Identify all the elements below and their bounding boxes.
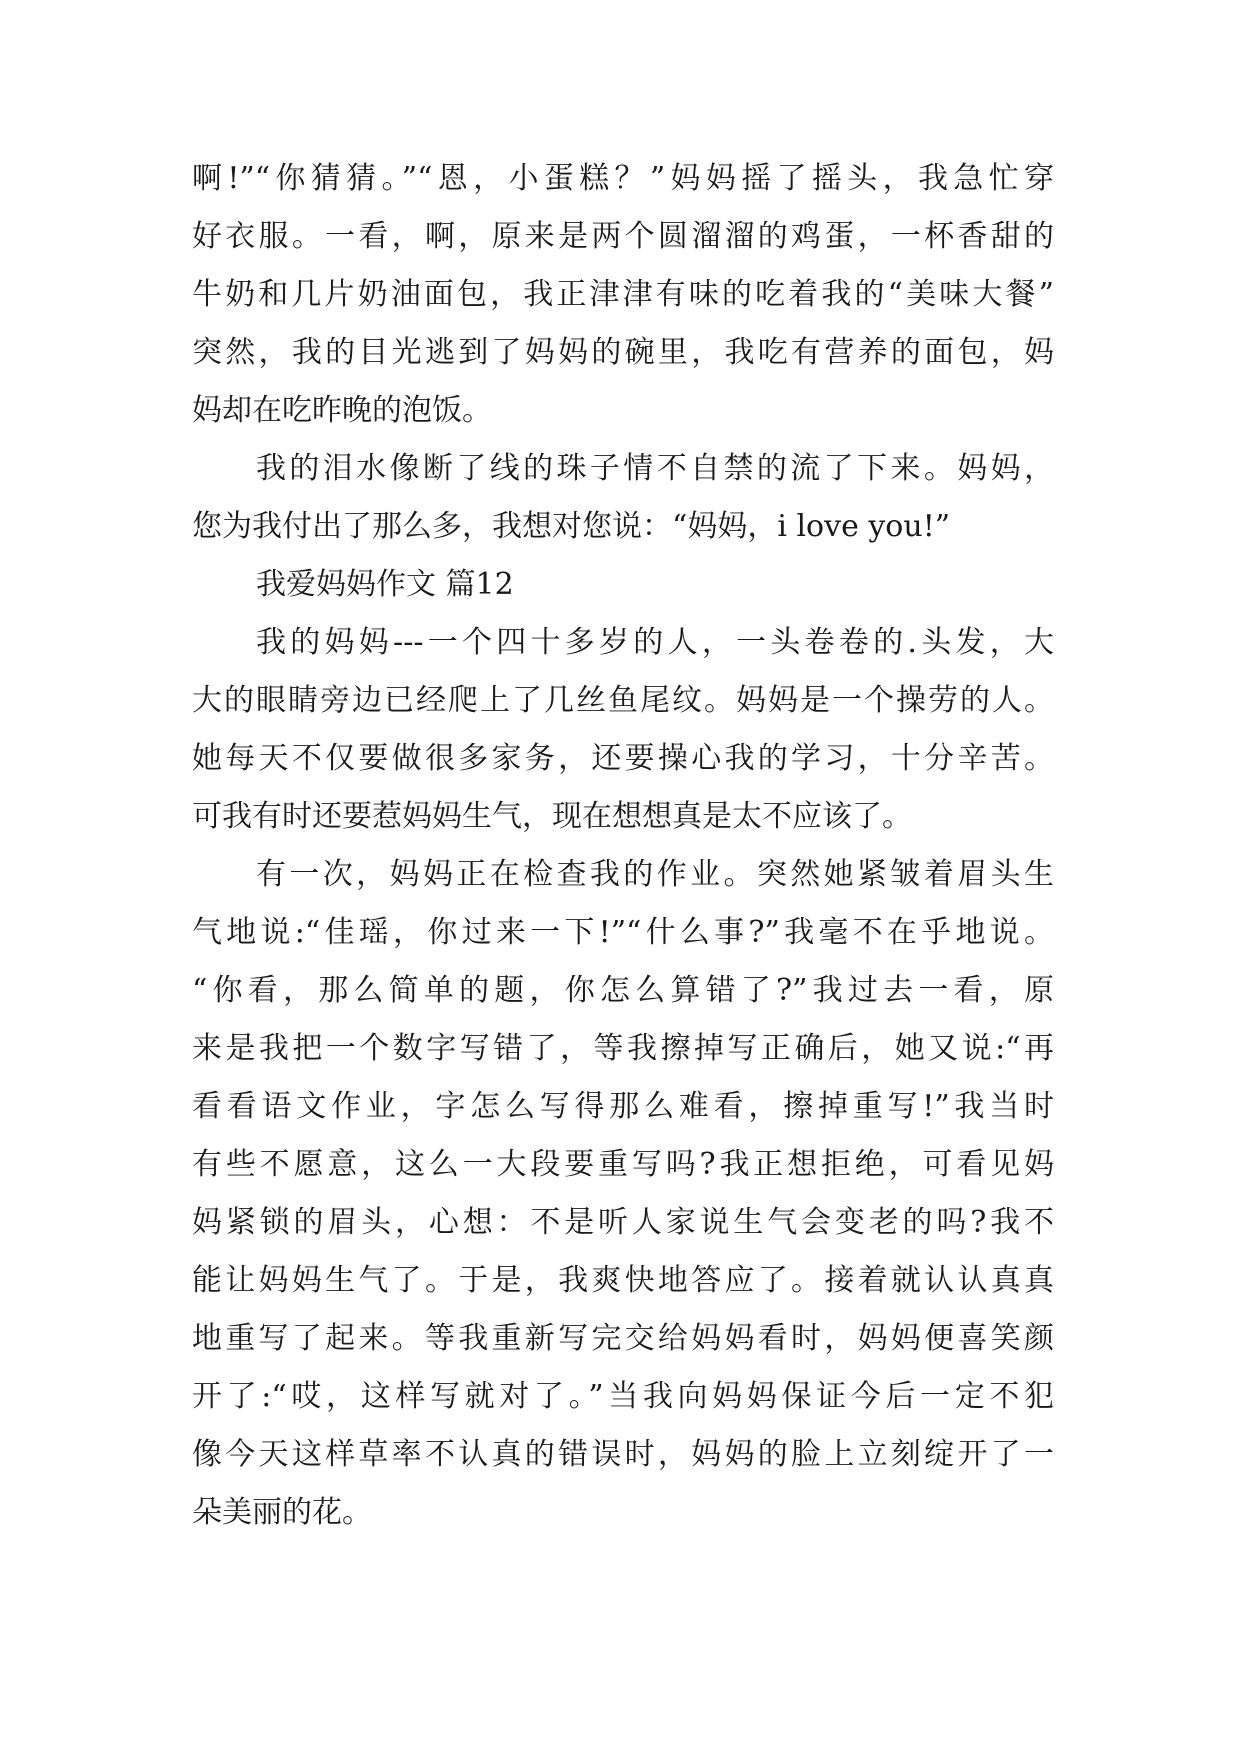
text-line: 牛奶和几片奶油面包，我正津津有味的吃着我的“美味大餐”	[192, 277, 1054, 312]
text-line: 啊!”“你猜猜。”“恩，小蛋糕？”妈妈摇了摇头，我急忙穿	[192, 161, 1054, 196]
text-line: 来是我把一个数字写错了，等我擦掉写正确后，她又说:“再	[192, 1031, 1054, 1066]
text-line: 有些不愿意，这么一大段要重写吗?我正想拒绝，可看见妈	[192, 1147, 1054, 1182]
text-line: 看看语文作业，字怎么写得那么难看，擦掉重写!”我当时	[192, 1089, 1054, 1124]
text-line: 可我有时还要惹妈妈生气，现在想想真是太不应该了。	[192, 799, 912, 834]
text-line: 能让妈妈生气了。于是，我爽快地答应了。接着就认认真真	[192, 1263, 1054, 1298]
text-line: 地重写了起来。等我重新写完交给妈妈看时，妈妈便喜笑颜	[192, 1321, 1054, 1356]
text-line: 像今天这样草率不认真的错误时，妈妈的脸上立刻绽开了一	[192, 1437, 1054, 1472]
text-line: 妈却在吃昨晚的泡饭。	[192, 393, 492, 428]
text-line: 我的泪水像断了线的珠子情不自禁的流了下来。妈妈，	[256, 451, 1054, 486]
text-line: “你看，那么简单的题，你怎么算错了?”我过去一看，原	[192, 973, 1054, 1008]
text-line: 好衣服。一看，啊，原来是两个圆溜溜的鸡蛋，一杯香甜的	[192, 219, 1054, 254]
text-line: 妈紧锁的眉头，心想：不是听人家说生气会变老的吗?我不	[192, 1205, 1054, 1240]
text-line: 突然，我的目光逃到了妈妈的碗里，我吃有营养的面包，妈	[192, 335, 1054, 370]
text-line: 我的妈妈---一个四十多岁的人，一头卷卷的.头发，大	[256, 625, 1054, 660]
text-line: 她每天不仅要做很多家务，还要操心我的学习，十分辛苦。	[192, 741, 1054, 776]
text-line: 朵美丽的花。	[192, 1495, 372, 1530]
text-line: 气地说:“佳瑶，你过来一下!”“什么事?”我毫不在乎地说。	[192, 915, 1054, 950]
document-body	[192, 150, 1054, 1542]
text-line: 您为我付出了那么多，我想对您说：“妈妈，i love you!”	[192, 509, 951, 544]
text-line: 有一次，妈妈正在检查我的作业。突然她紧皱着眉头生	[256, 857, 1054, 892]
text-line: 开了:“哎，这样写就对了。”当我向妈妈保证今后一定不犯	[192, 1379, 1054, 1414]
text-line: 大的眼睛旁边已经爬上了几丝鱼尾纹。妈妈是一个操劳的人。	[192, 683, 1054, 718]
section-heading: 我爱妈妈作文 篇12	[256, 567, 514, 602]
